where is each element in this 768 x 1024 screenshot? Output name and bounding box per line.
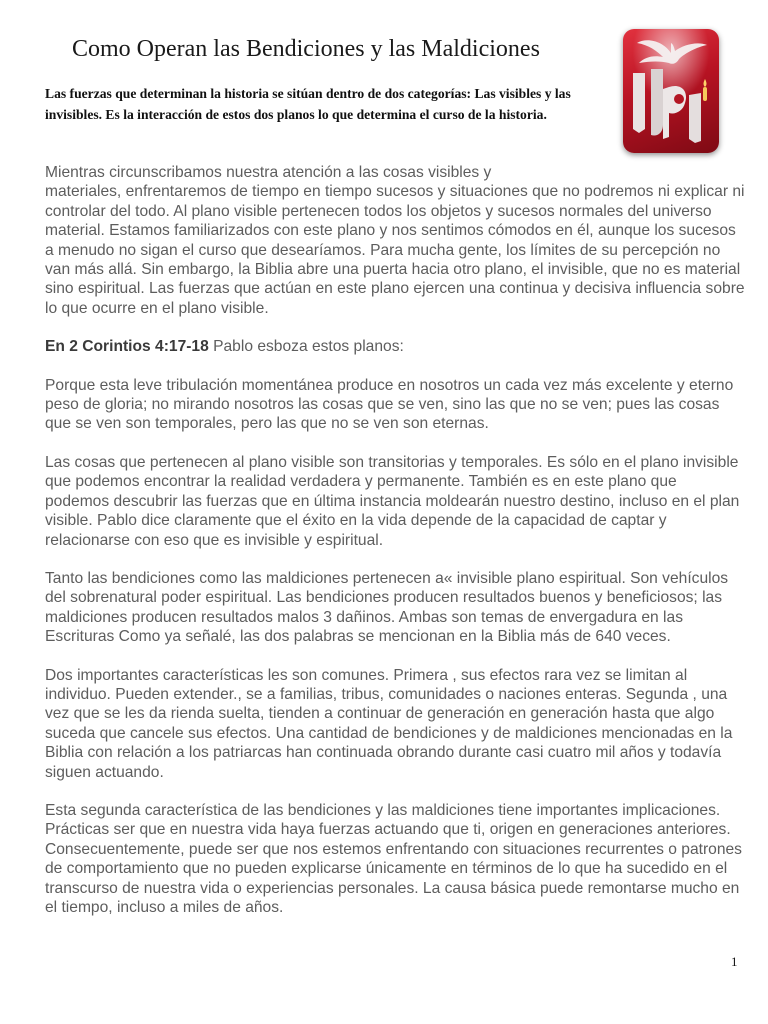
paragraph <box>45 337 745 356</box>
intro-summary: Las fuerzas que determinan la historia se sitúan dentro de dos categorías: Las visibles y las invisibles. Es la interacción de estos dos planos lo que determina el curso de la historia. <box>45 86 571 122</box>
scripture-reference: En 2 Corintios 4:17-18 <box>45 338 209 356</box>
document-body <box>45 163 745 936</box>
paragraph-text: Pablo esboza estos planos: <box>208 338 404 356</box>
paragraph: Esta segunda característica de las bendiciones y las maldiciones tiene importantes implicaciones. Prácticas ser que en nuestra vida haya fuerzas actuando que ti, origen en generaciones anteriores. Consecuentemente, puede ser que nos estemos enfrentando con situaciones recurrentes o patrones de comportamiento que no pueden explicarse únicamente en términos de lo que ha sucedido en el transcurso de nuestra vida o experiencias personales. La causa básica puede remontarse mucho en el tiempo, incluso a miles de años. <box>45 801 742 916</box>
page-number: 1 <box>731 954 738 969</box>
paragraph: Las cosas que pertenecen al plano visible son transitorias y temporales. Es sólo en el plano invisible que podemos encontrar la realidad verdadera y permanente. También es en este plano que podemos descubrir las fuerzas que en última instancia moldearán nuestro destino, incluso en el plan visible. Pablo dice claramente que el éxito en la vida depende de la capacidad de captar y relacionarse con eso que es invisible y espiritual. <box>45 453 740 549</box>
paragraph: Mientras circunscribamos nuestra atención a las cosas visibles y <box>45 164 492 181</box>
paragraph: Porque esta leve tribulación momentánea produce en nosotros un cada vez más excelente y eterno peso de gloria; no mirando nosotros las cosas que se ven, sino las que no se ven; pues las cosas que se ven son temporales, pero las que no se ven son eternas. <box>45 376 734 433</box>
page-title: Como Operan las Bendiciones y las Maldiciones <box>72 36 540 62</box>
dove-logo-icon <box>623 29 719 153</box>
paragraph: Tanto las bendiciones como las maldiciones pertenecen a« invisible plano espiritual. Son vehículos del sobrenatural poder espiritual. Las bendiciones producen resultados buenos y beneficiosos; las maldiciones producen resultados malos 3 dañinos. Ambas son temas de envergadura en las Escrituras Como ya señalé, las dos palabras se mencionan en la Biblia más de 640 veces. <box>45 569 729 646</box>
paragraph: Dos importantes características les son comunes. Primera , sus efectos rara vez se limitan al individuo. Pueden extender., se a familias, tribus, comunidades o naciones enteras. Segunda , una vez que se les da rienda suelta, tienden a continuar de generación en generación hasta que algo suceda que cancele sus efectos. Una cantidad de bendiciones y de maldiciones mencionadas en la Biblia con relación a los patriarcas han continuada obrando durante casi cuatro mil años y todavía siguen actuando. <box>45 666 733 781</box>
paragraph: materiales, enfrentaremos de tiempo en tiempo sucesos y situaciones que no podremos ni explicar ni controlar del todo. Al plano visible pertenecen todos los objetos y sucesos normales del universo material. Estamos familiarizados con este plano y nos sentimos cómodos en él, aunque los sucesos a menudo no sigan el curso que desearíamos. Para mucha gente, los límites de su percepción no van más allá. Sin embargo, la Biblia abre una puerta hacia otro plano, el invisible, que no es material sino espiritual. Las fuerzas que actúan en este plano ejercen una continua y decisiva influencia sobre lo que ocurre en el plano visible. <box>45 183 745 317</box>
